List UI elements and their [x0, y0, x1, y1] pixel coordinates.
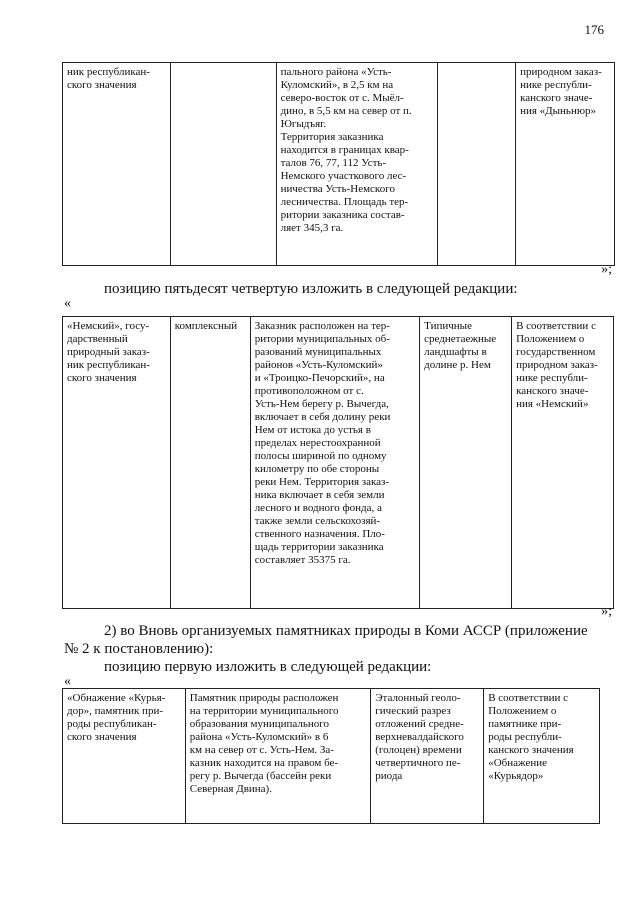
- table-row: [63, 63, 615, 266]
- opening-quote-mark: «: [64, 296, 71, 311]
- table-cell-value: Эталонный геоло- гический разрез отложений средне- верхневалдайского (голоцен) времени четвертичного пе- риода: [371, 689, 484, 824]
- page-number: 176: [584, 22, 604, 37]
- table-cell-basis: В соответствии с Положением о памятнике при- роды республи- канского значения «Обнажение «Курьядор»: [484, 689, 600, 824]
- opening-quote-mark: «: [64, 674, 71, 689]
- table-cell-name: ник республикан- ского значения: [63, 63, 171, 266]
- paragraph-position-54: позицию пятьдесят четвертую изложить в следующей редакции:: [104, 281, 518, 297]
- table-cell-basis: В соответствии с Положением о государственном природном заказ- нике республи- канского значе- ния «Немский»: [512, 317, 614, 609]
- table-cell-basis: природном заказ- нике республи- канского значе- ния «Дыньнюр»: [516, 63, 615, 266]
- table-cell-location: пального района «Усть- Куломский», в 2,5 км на северо-восток от с. Мыёл- дино, в 5,5 км на север от п. Югыдъяг. Территория заказника находится в границах квар- талов 76, 77, 112 Усть- Немского участкового лес- ничества Усть-Немского лесничества. Площадь тер- ритории заказника состав- ляет 345,3 га.: [276, 63, 438, 266]
- closing-quote-mark: »;: [601, 262, 612, 277]
- table-cell-location: Памятник природы расположен на территории муниципального образования муниципального района «Усть-Куломский» в 6 км на север от с. Усть-Нем. За- казник находится на правом бе- регу р. Вычегда (бассейн реки Северная Двина).: [185, 689, 371, 824]
- paragraph-position-1: позицию первую изложить в следующей редакции:: [104, 659, 432, 675]
- table-cell-name: «Обнажение «Курья- дор», памятник при- роды республикан- ского значения: [63, 689, 186, 824]
- table-cell-name: «Немский», госу- дарственный природный заказ- ник республикан- ского значения: [63, 317, 171, 609]
- paragraph-item-2: 2) во Вновь организуемых памятниках природы в Коми АССР (приложение № 2 к постановлению):: [64, 623, 588, 657]
- table-cell-value: Типичные среднетаежные ландшафты в долине р. Нем: [420, 317, 512, 609]
- table-cell-value: [438, 63, 516, 266]
- table-cell-profile: комплексный: [170, 317, 250, 609]
- table-row: [63, 689, 600, 824]
- table-position-1: [62, 688, 600, 824]
- table-position-54: [62, 316, 614, 609]
- closing-quote-mark: »;: [601, 604, 612, 619]
- table-continuation: [62, 62, 615, 266]
- table-cell-profile: [170, 63, 276, 266]
- table-cell-location: Заказник расположен на тер- ритории муниципальных об- разований муниципальных районов «Усть-Куломский» и «Троицко-Печорский», на противоположном от с. Усть-Нем берегу р. Вычегда, включает в себя долину реки Нем от истока до устья в пределах нерестоохранной полосы шириной по одному километру по обе стороны реки Нем. Территория заказ- ника включает в себя земли лесного и водного фонда, а также земли сельскохозяй- ственного назначения. Пло- щадь территории заказника составляет 35375 га.: [250, 317, 419, 609]
- table-row: [63, 317, 614, 609]
